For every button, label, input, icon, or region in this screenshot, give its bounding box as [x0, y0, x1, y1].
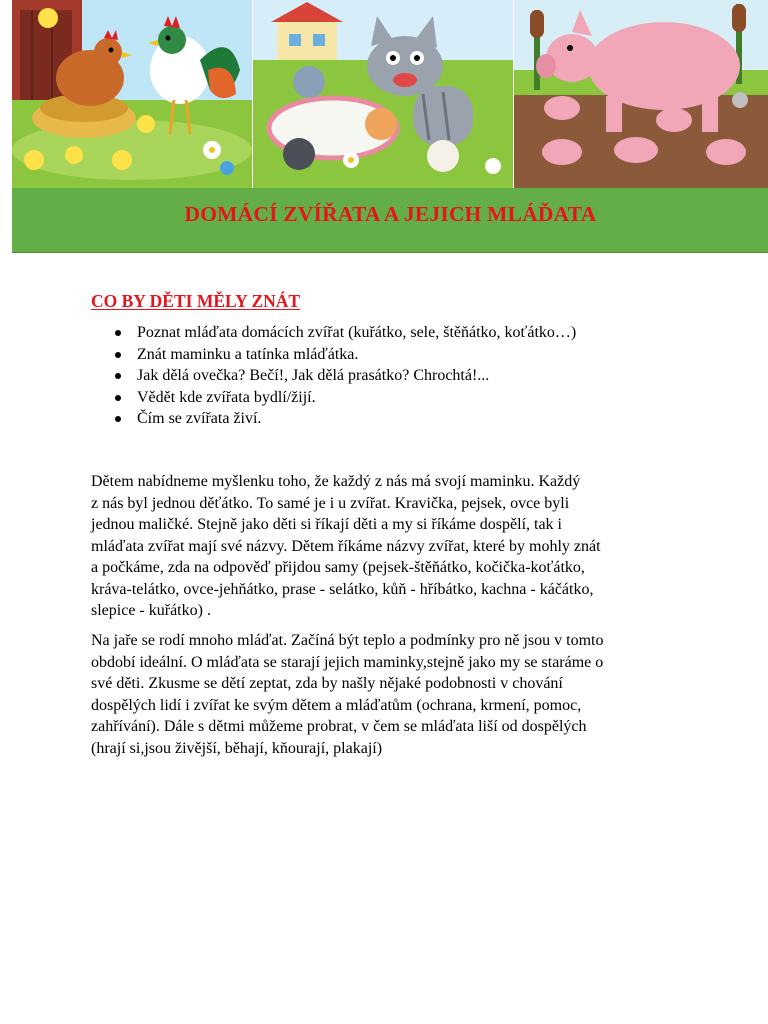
body-paragraph-1 [91, 471, 681, 622]
learning-goals-list [91, 322, 576, 430]
paragraph-line: Dětem nabídneme myšlenku toho, že každý z nás má svojí maminku. Každý [91, 473, 581, 490]
list-item: Čím se zvířata živí. [91, 408, 576, 430]
cat-and-kittens-illustration [253, 0, 513, 188]
pig-and-piglets-illustration [514, 0, 768, 188]
header-illustration-banner [12, 0, 768, 188]
paragraph-line: období ideální. O mláďata se starají jejich maminky,stejně jako my se staráme o [91, 653, 604, 671]
paragraph-line: kráva-telátko, ovce-jehňátko, prase - selátko, kůň - hříbátko, kachna - káčátko, [91, 580, 594, 598]
body-paragraph-2 [91, 630, 681, 759]
list-item: Vědět kde zvířata bydlí/žijí. [91, 387, 576, 409]
paragraph-line: dospělých lidí i zvířat ke svým dětem a mláďatům (ochrana, krmení, pomoc, [91, 696, 582, 714]
paragraph-line: své děti. Zkusme se dětí zeptat, zda by našly nějaké podobnosti v chování [91, 675, 563, 692]
paragraph-line: z nás byl jednou děťátko. To samé je i u zvířat. Kravička, pejsek, ovce byli [91, 494, 570, 512]
list-item: Znát maminku a tatínka mláďátka. [91, 344, 576, 366]
paragraph-line: a počkáme, zda na odpověď přijdou samy (pejsek-štěňátko, kočička-koťátko, [91, 559, 585, 576]
list-item: Jak dělá ovečka? Bečí!, Jak dělá prasátko? Chrochtá!... [91, 365, 576, 387]
paragraph-line: zahřívání). Dále s dětmi můžeme probrat, v čem se mláďata liší od dospělých [91, 718, 587, 735]
list-item: Poznat mláďata domácích zvířat (kuřátko, sele, štěňátko, koťátko…) [91, 322, 576, 344]
title-bar [12, 188, 768, 253]
page-title: DOMÁCÍ ZVÍŘATA A JEJICH MLÁĎATA [184, 202, 597, 226]
paragraph-line: jednou maličké. Stejně jako děti si říkají děti a my si říkáme dospělí, tak i [91, 516, 562, 533]
section-heading: CO BY DĚTI MĚLY ZNÁT [91, 291, 301, 311]
paragraph-line: Na jaře se rodí mnoho mláďat. Začíná být teplo a podmínky pro ně jsou v tomto [91, 632, 604, 649]
chickens-illustration [12, 0, 252, 188]
paragraph-line: slepice - kuřátko) . [91, 602, 211, 619]
paragraph-line: mláďata zvířat mají své názvy. Dětem říkáme názvy zvířat, které by mohly znát [91, 537, 601, 555]
paragraph-line: (hrají si,jsou živější, běhají, kňourají, plakají) [91, 739, 383, 757]
